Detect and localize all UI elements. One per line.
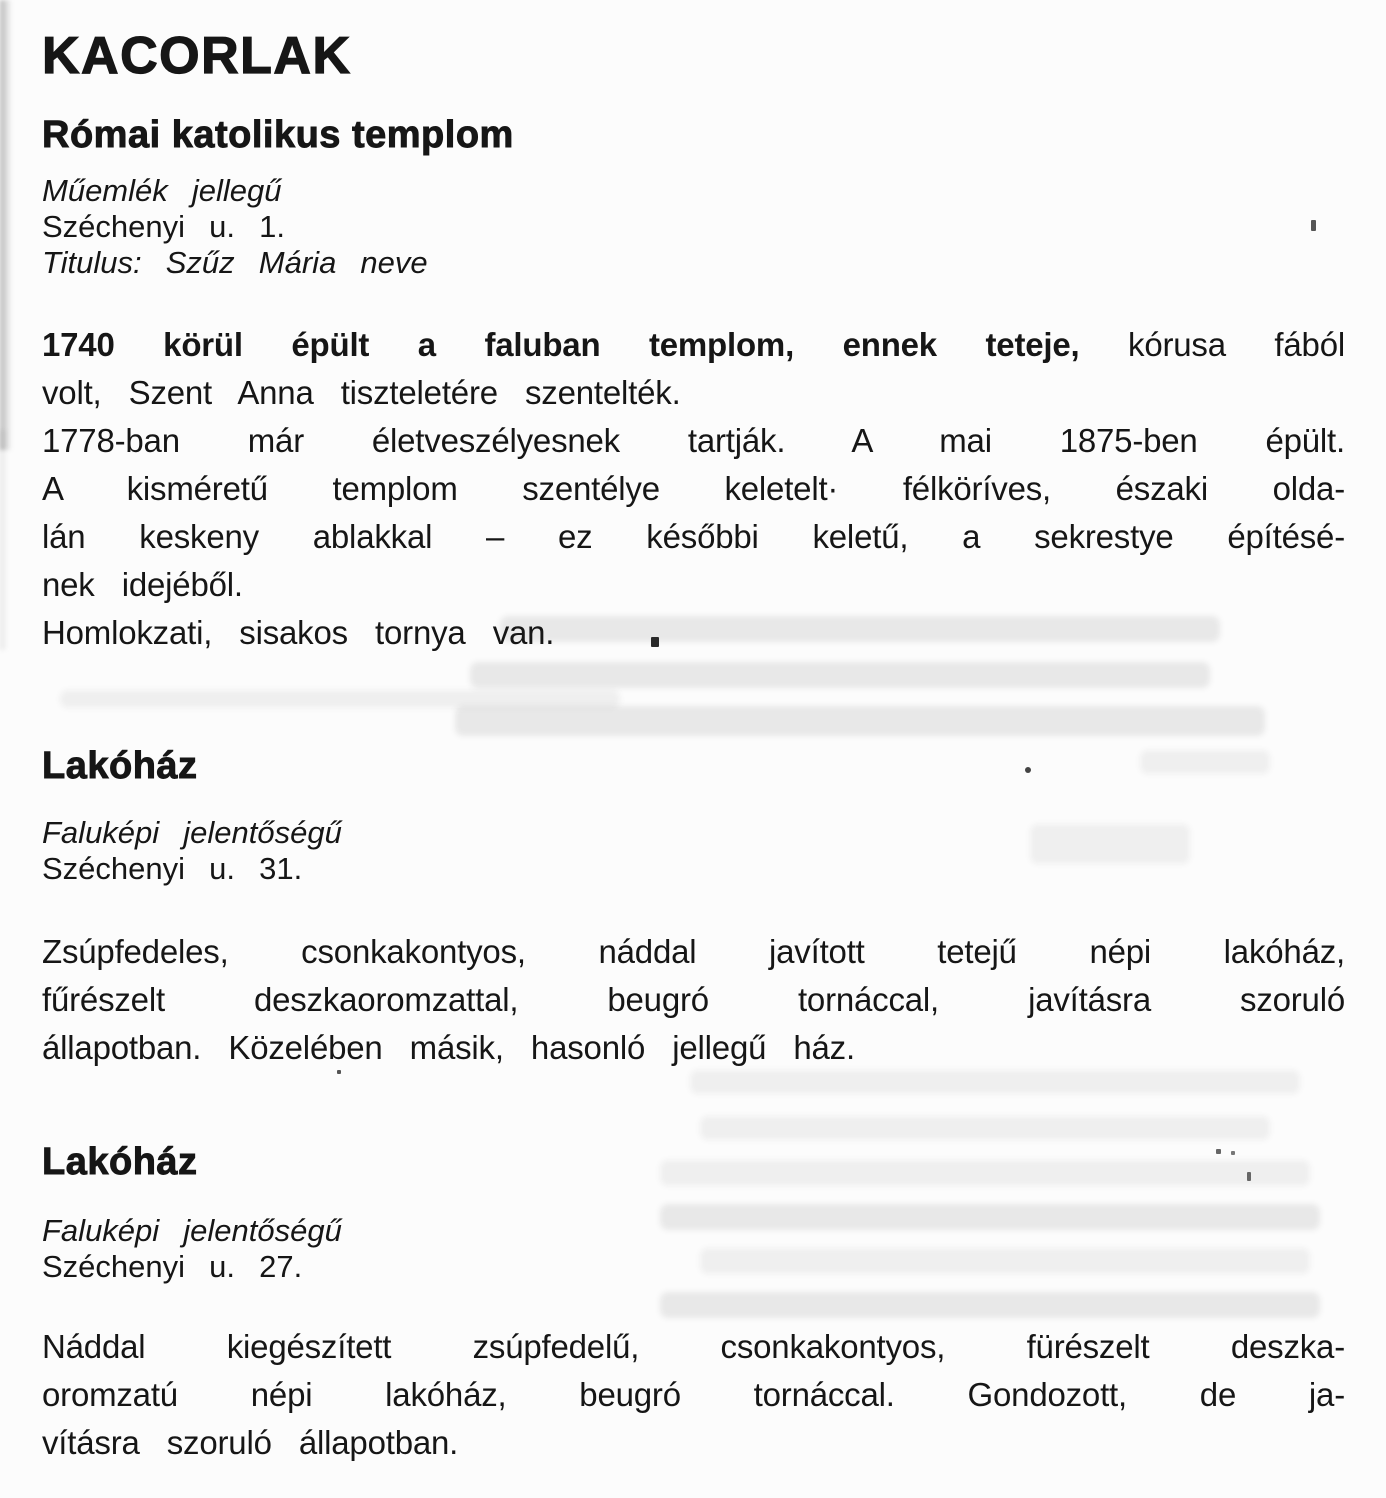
scan-edge-shadow-lower [0,430,9,650]
body-paragraph [42,321,1345,417]
bleed-through-artifact [660,1292,1320,1318]
body-line: vításra szoruló állapotban. [42,1424,459,1461]
body-line-rest: kórusa fából [1079,326,1345,363]
body-line: Homlokzati, sisakos tornya van. [42,614,555,651]
section-body [42,928,1345,1072]
address-line: Széchenyi u. 1. [42,209,285,244]
body-line: Náddal kiegészített zsúpfedelű, csonkakontyos, fürészelt deszka- [42,1328,1345,1365]
body-line: állapotban. Közelében másik, hasonló jellegű ház. [42,1029,855,1066]
body-line: Zsúpfedeles, csonkakontyos, náddal javított tetejű népi lakóház, [42,933,1345,970]
designation-line: Faluképi jelentőségű [42,1213,342,1248]
body-line: 1778-ban már életveszélyesnek tartják. A mai 1875-ben épült. [42,422,1345,459]
section-body [42,321,1345,657]
bleed-through-artifact [455,706,1265,736]
monument-meta [42,173,1345,281]
section-church [42,112,1345,657]
designation-line: Faluképi jelentőségű [42,815,342,850]
ink-speck [1025,767,1031,773]
designation-line: Műemlék jellegű [42,173,282,208]
body-paragraph [42,417,1345,609]
body-line: lán keskeny ablakkal – ez későbbi keletű, a sekrestye építésé- [42,518,1345,555]
ink-speck [651,637,659,647]
address-line: Széchenyi u. 27. [42,1249,303,1284]
bleed-through-artifact [700,1248,1310,1274]
body-paragraph [42,1323,1345,1467]
bleed-through-artifact [660,1204,1320,1230]
body-line: oromzatú népi lakóház, beugró tornáccal. Gondozott, de ja- [42,1376,1345,1413]
body-line: A kisméretű templom szentélye keletelt· félköríves, északi olda- [42,470,1345,507]
page-title: KACORLAK [42,27,352,85]
ink-speck [1247,1172,1251,1181]
section-heading-house-31: Lakóház [42,745,198,787]
bleed-through-artifact [690,1070,1300,1094]
ink-speck [1216,1149,1221,1154]
body-line: fűrészelt deszkaoromzattal, beugró tornáccal, javításra szoruló [42,981,1345,1018]
bleed-through-artifact [500,616,1220,642]
bold-lead-text: 1740 körül épült a faluban templom, ennek teteje, [42,326,1080,363]
section-body [42,1323,1345,1467]
titulus-line: Titulus: Szűz Mária neve [42,245,428,280]
section-house-31 [42,743,1345,1072]
body-line: volt, Szent Anna tiszteletére szentelték. [42,374,681,411]
ink-speck [1311,220,1316,231]
bleed-through-artifact [700,1116,1270,1140]
ink-speck [337,1070,341,1074]
section-heading-house-27: Lakóház [42,1141,198,1183]
bleed-through-artifact [660,1160,1310,1186]
section-heading-church: Római katolikus templom [42,114,514,156]
body-line: nek idejéből. [42,566,243,603]
bleed-through-artifact [1030,824,1190,864]
ink-speck [1231,1151,1235,1155]
scan-edge-shadow [0,0,13,450]
bleed-through-artifact [1140,750,1270,774]
body-paragraph [42,928,1345,1072]
body-line [42,321,1345,369]
address-line: Széchenyi u. 31. [42,851,303,886]
bleed-through-artifact [470,662,1210,688]
